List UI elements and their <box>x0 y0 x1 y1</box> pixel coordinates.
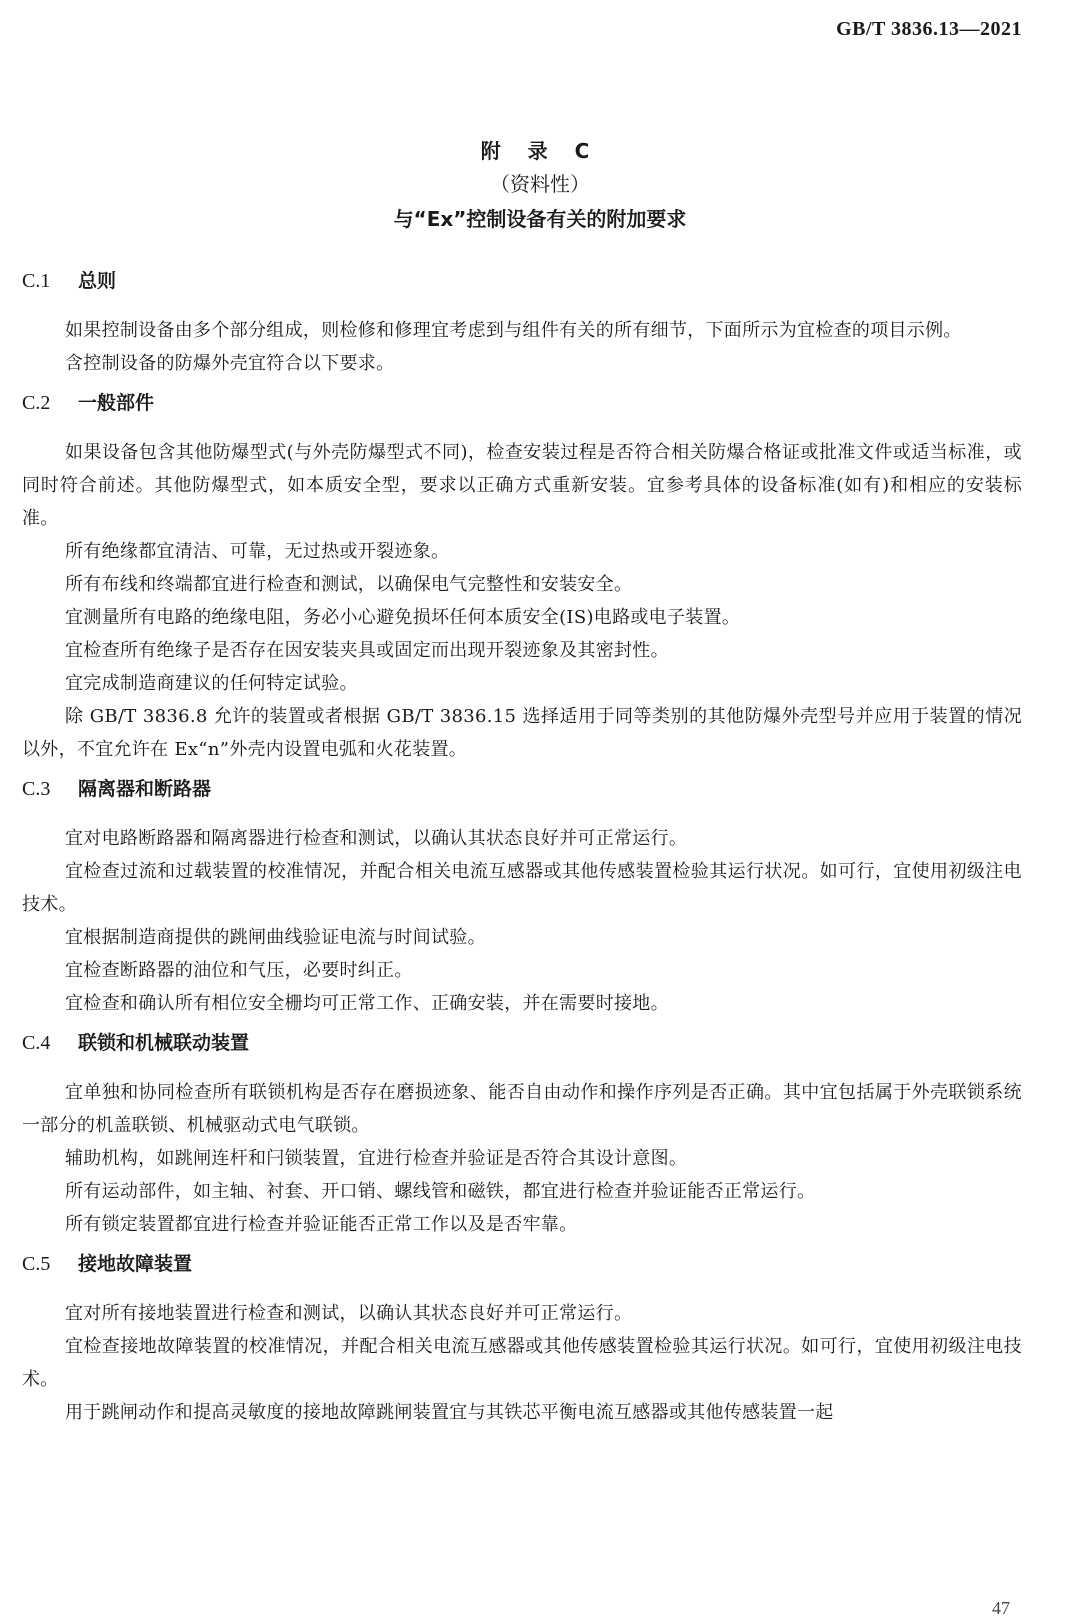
section-c-3 <box>22 774 1022 1020</box>
paragraph: 宜检查接地故障装置的校准情况，并配合相关电流互感器或其他传感装置检验其运行状况。如可行，宜使用初级注电技术。 <box>22 1336 1022 1390</box>
page-number: 47 <box>992 1598 1010 1618</box>
section-heading <box>22 1249 1022 1293</box>
paragraph: 宜根据制造商提供的跳闸曲线验证电流与时间试验。 <box>65 927 486 948</box>
paragraph: 如果设备包含其他防爆型式(与外壳防爆型式不同)，检查安装过程是否符合相关防爆合格证或批准文件或适当标准，或同时符合前述。其他防爆型式，如本质安全型，要求以正确方式重新安装。宜参考具体的设备标准(如有)和相应的安装标准。 <box>22 442 1022 529</box>
section-number: C.1 <box>22 270 51 292</box>
section-title: 总则 <box>78 270 117 292</box>
paragraph: 宜完成制造商建议的任何特定试验。 <box>65 673 358 694</box>
paragraph: 除 GB/T 3836.8 允许的装置或者根据 GB/T 3836.15 选择适用于同等类别的其他防爆外壳型号并应用于装置的情况以外，不宜允许在 Ex“n”外壳内设置电弧和火花装置。 <box>22 706 1022 760</box>
paragraph: 宜检查所有绝缘子是否存在因安装夹具或固定而出现开裂迹象及其密封性。 <box>65 640 669 661</box>
section-c-2 <box>22 388 1022 766</box>
section-title: 一般部件 <box>78 392 155 414</box>
section-c-1 <box>22 266 1022 380</box>
paragraph: 宜对所有接地装置进行检查和测试，以确认其状态良好并可正常运行。 <box>65 1303 633 1324</box>
section-c-5 <box>22 1249 1022 1429</box>
paragraph: 如果控制设备由多个部分组成，则检修和修理宜考虑到与组件有关的所有细节，下面所示为宜检查的项目示例。 <box>65 320 962 341</box>
section-number: C.4 <box>22 1032 51 1054</box>
paragraph: 宜对电路断路器和隔离器进行检查和测试，以确认其状态良好并可正常运行。 <box>65 828 688 849</box>
paragraph: 宜检查断路器的油位和气压，必要时纠正。 <box>65 960 413 981</box>
section-heading <box>22 1028 1022 1072</box>
section-number: C.5 <box>22 1253 51 1275</box>
paragraph: 所有布线和终端都宜进行检查和测试，以确保电气完整性和安装安全。 <box>65 574 633 595</box>
section-c-4 <box>22 1028 1022 1241</box>
paragraph: 所有运动部件，如主轴、衬套、开口销、螺线管和磁铁，都宜进行检查并验证能否正常运行。 <box>65 1181 816 1202</box>
appendix-label: 附 录 C <box>480 139 600 163</box>
paragraph: 宜检查和确认所有相位安全栅均可正常工作、正确安装，并在需要时接地。 <box>65 993 669 1014</box>
section-heading <box>22 774 1022 818</box>
paragraph: 含控制设备的防爆外壳宜符合以下要求。 <box>65 353 395 374</box>
appendix-nature: （资料性） <box>490 172 590 196</box>
paragraph: 宜检查过流和过载装置的校准情况，并配合相关电流互感器或其他传感装置检验其运行状况。如可行，宜使用初级注电技术。 <box>22 861 1022 915</box>
section-number: C.2 <box>22 392 51 414</box>
paragraph: 宜单独和协同检查所有联锁机构是否存在磨损迹象、能否自由动作和操作序列是否正确。其中宜包括属于外壳联锁系统一部分的机盖联锁、机械驱动式电气联锁。 <box>22 1082 1022 1136</box>
section-heading <box>22 388 1022 432</box>
section-heading <box>22 266 1022 310</box>
section-title: 联锁和机械联动装置 <box>78 1032 250 1054</box>
paragraph: 所有绝缘都宜清洁、可靠，无过热或开裂迹象。 <box>65 541 450 562</box>
paragraph: 用于跳闸动作和提高灵敏度的接地故障跳闸装置宜与其铁芯平衡电流互感器或其他传感装置一起 <box>65 1402 834 1423</box>
section-number: C.3 <box>22 778 51 800</box>
paragraph: 所有锁定装置都宜进行检查并验证能否正常工作以及是否牢靠。 <box>65 1214 578 1235</box>
paragraph: 宜测量所有电路的绝缘电阻，务必小心避免损坏任何本质安全(IS)电路或电子装置。 <box>65 607 741 628</box>
appendix-title: 与“Ex”控制设备有关的附加要求 <box>393 207 687 231</box>
document-body <box>22 266 1022 1437</box>
standard-number: GB/T 3836.13—2021 <box>836 18 1022 40</box>
section-title: 接地故障装置 <box>78 1253 193 1275</box>
paragraph: 辅助机构，如跳闸连杆和闩锁装置，宜进行检查并验证是否符合其设计意图。 <box>65 1148 688 1169</box>
section-title: 隔离器和断路器 <box>78 778 212 800</box>
